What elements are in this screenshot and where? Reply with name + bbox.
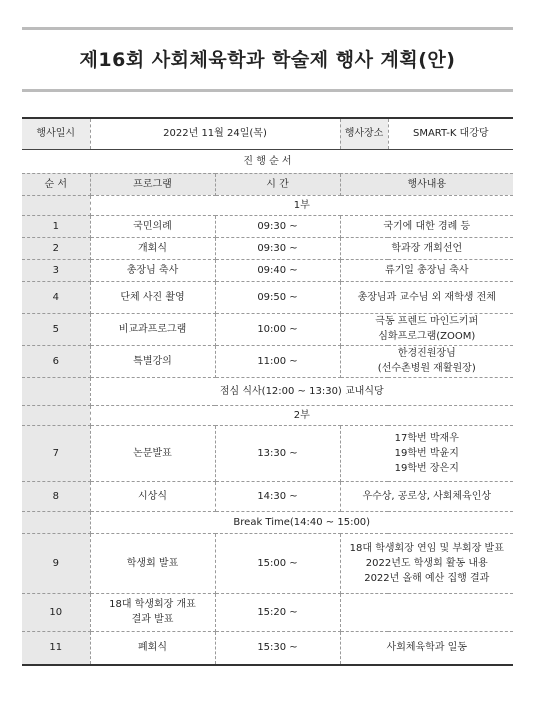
row-content <box>340 281 513 313</box>
row-content <box>340 425 513 481</box>
schedule-row <box>22 237 513 259</box>
row-content <box>340 481 513 511</box>
schedule-row <box>22 533 513 593</box>
schedule-row <box>22 313 513 345</box>
schedule-table <box>22 117 513 666</box>
row-content <box>340 259 513 281</box>
row-time: 09:30 ~ <box>215 237 340 259</box>
row-content-line: 사회체육학과 일동 <box>386 642 467 654</box>
header-no: 순 서 <box>22 173 90 195</box>
row-program-line: 시상식 <box>138 490 167 502</box>
row-content <box>340 345 513 377</box>
row-program <box>90 533 215 593</box>
part2-spacer <box>22 405 90 425</box>
row-time: 09:30 ~ <box>215 215 340 237</box>
lunch-label: 점심 식사(12:00 ~ 13:30) 교내식당 <box>90 377 513 405</box>
info-row <box>22 118 513 149</box>
row-program <box>90 237 215 259</box>
row-content <box>340 215 513 237</box>
row-number: 6 <box>22 345 90 377</box>
lunch-row <box>22 377 513 405</box>
row-content-line: 우수상, 공로상, 사회체육인상 <box>362 490 492 502</box>
row-content-line: 19학번 장은지 <box>394 462 459 474</box>
schedule-row <box>22 631 513 665</box>
schedule-row <box>22 281 513 313</box>
row-content <box>340 313 513 345</box>
row-program-line: 결과 발표 <box>131 614 174 625</box>
row-content <box>340 533 513 593</box>
row-content-line: 총장님과 교수님 외 재학생 전체 <box>357 291 496 303</box>
row-content-line: 17학번 박재우 <box>394 432 459 444</box>
row-content-line: 2022년도 학생회 활동 내용 <box>365 557 488 569</box>
row-content-line: (선수촌병원 재활원장) <box>377 363 476 374</box>
row-content-line: 한경진원장님 <box>397 348 456 359</box>
break-label: Break Time(14:40 ~ 15:00) <box>90 511 513 533</box>
row-number: 8 <box>22 481 90 511</box>
place-value: SMART-K 대강당 <box>388 118 513 149</box>
row-number: 4 <box>22 281 90 313</box>
part1-row <box>22 195 513 215</box>
part1-spacer <box>22 195 90 215</box>
row-time: 14:30 ~ <box>215 481 340 511</box>
row-program <box>90 215 215 237</box>
part2-label: 2부 <box>90 405 513 425</box>
top-rule <box>22 27 513 30</box>
row-content-line: 19학번 박윤지 <box>394 447 459 459</box>
lunch-spacer <box>22 377 90 405</box>
break-spacer <box>22 511 90 533</box>
row-number: 2 <box>22 237 90 259</box>
row-time: 11:00 ~ <box>215 345 340 377</box>
row-program-line: 국민의례 <box>133 220 172 232</box>
document-title: 제16회 사회체육학과 학술제 행사 계획(안) <box>79 49 456 71</box>
row-program-line: 폐회식 <box>138 642 167 654</box>
row-program <box>90 259 215 281</box>
row-number: 5 <box>22 313 90 345</box>
schedule-row <box>22 345 513 377</box>
row-time: 15:30 ~ <box>215 631 340 665</box>
row-program-line: 개회식 <box>138 242 167 254</box>
row-content-line: 국기에 대한 경례 등 <box>383 220 471 232</box>
row-number: 11 <box>22 631 90 665</box>
row-content-line: 학과장 개회선언 <box>391 242 463 254</box>
row-program-line: 단체 사진 촬영 <box>120 291 185 303</box>
header-time: 시 간 <box>215 173 340 195</box>
row-program-line: 논문발표 <box>133 447 172 459</box>
row-number: 9 <box>22 533 90 593</box>
order-title-row <box>22 149 513 173</box>
schedule-row <box>22 593 513 631</box>
row-content-line: 류기일 총장님 축사 <box>384 264 469 276</box>
row-content <box>340 237 513 259</box>
header-program: 프로그램 <box>90 173 215 195</box>
row-time: 13:30 ~ <box>215 425 340 481</box>
schedule-row <box>22 425 513 481</box>
row-program-line: 18대 학생회장 개표 <box>109 599 196 610</box>
break-row <box>22 511 513 533</box>
row-program <box>90 345 215 377</box>
part2-row <box>22 405 513 425</box>
place-label: 행사장소 <box>340 118 388 149</box>
row-time: 15:00 ~ <box>215 533 340 593</box>
row-content-line: 18대 학생회장 연임 및 부회장 발표 <box>349 542 504 554</box>
row-time: 09:50 ~ <box>215 281 340 313</box>
order-title: 진 행 순 서 <box>22 149 513 173</box>
row-number: 7 <box>22 425 90 481</box>
row-program-line: 비교과프로그램 <box>118 323 187 335</box>
row-program-line: 총장님 축사 <box>126 264 179 276</box>
header-content: 행사내용 <box>340 173 513 195</box>
row-content-line: 심화프로그램(ZOOM) <box>378 331 476 342</box>
row-content <box>340 593 513 631</box>
row-program <box>90 631 215 665</box>
row-program <box>90 313 215 345</box>
row-time: 09:40 ~ <box>215 259 340 281</box>
row-time: 15:20 ~ <box>215 593 340 631</box>
row-program-line: 학생회 발표 <box>126 557 179 569</box>
row-program <box>90 481 215 511</box>
row-content-line: 2022년 올해 예산 집행 결과 <box>364 572 490 584</box>
part2-body-a <box>22 425 513 511</box>
row-program-line: 특별강의 <box>133 355 172 367</box>
row-content <box>340 631 513 665</box>
row-program <box>90 425 215 481</box>
row-program <box>90 593 215 631</box>
part1-label: 1부 <box>90 195 513 215</box>
row-program <box>90 281 215 313</box>
row-number: 3 <box>22 259 90 281</box>
date-label: 행사일시 <box>22 118 90 149</box>
header-row <box>22 173 513 195</box>
schedule-row <box>22 215 513 237</box>
row-number: 10 <box>22 593 90 631</box>
row-content-line: 극동 프렌드 마인드키퍼 <box>375 316 479 327</box>
schedule-row <box>22 481 513 511</box>
part2-body-b <box>22 533 513 665</box>
row-time: 10:00 ~ <box>215 313 340 345</box>
date-value: 2022년 11월 24일(목) <box>90 118 340 149</box>
row-number: 1 <box>22 215 90 237</box>
title-rule <box>22 89 513 92</box>
schedule-row <box>22 259 513 281</box>
part1-body <box>22 215 513 377</box>
